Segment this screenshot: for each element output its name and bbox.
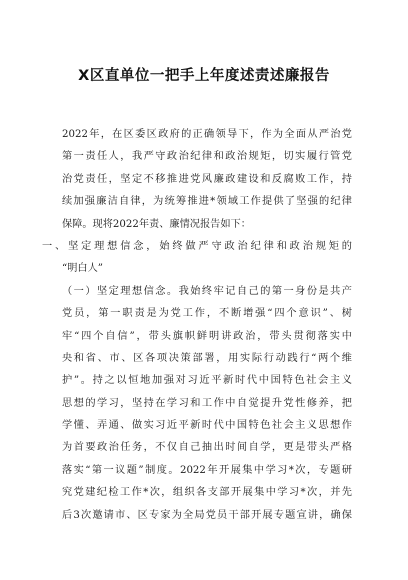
body-line: 治党责任，坚定不移推进党风廉政建设和反腐败工作，持 <box>62 173 352 185</box>
body-line: 护”。持之以恒地加强对习近平新时代中国特色社会主义 <box>62 375 352 387</box>
body-line: （一）坚定理想信念。我始终牢记自己的第一身份是共产 <box>62 285 352 297</box>
body-line: 保障。现将2022年责、廉情况报告如下： <box>62 218 251 230</box>
section-heading: 一、坚定理想信念，始终做严守政治纪律和政治规矩的 <box>42 240 352 252</box>
body-line: 2022年，在区委区政府的正确领导下，作为全面从严治党 <box>62 129 352 140</box>
body-line: 党员，第一职责是为党工作，不断增强“四个意识”、树 <box>62 308 352 320</box>
document-title: X区直单位一把手上年度述责述廉报告 <box>78 68 330 84</box>
body-line: 为首要政治任务，不仅自己抽出时间自学，更是带头严格 <box>62 442 352 454</box>
body-line: 学懂、弄通、做实习近平新时代中国特色社会主义思想作 <box>62 420 352 432</box>
body-line: 续加强廉洁自律，为统筹推进*领域工作提供了坚强的纪律 <box>62 196 352 208</box>
body-line: 思想的学习，坚持在学习和工作中自觉提升党性修养，把 <box>62 397 352 409</box>
body-line: 央和省、市、区各项决策部署，用实际行动践行“两个维 <box>62 352 352 364</box>
body-line: 后3次邀请市、区专家为全局党员干部开展专题宣讲，确保 <box>62 509 352 521</box>
document-body <box>42 124 352 527</box>
body-line: 落实“第一议题”制度。2022年开展集中学习*次，专题研 <box>62 464 352 476</box>
body-line: 究党建纪检工作*次，组织各支部开展集中学习*次，并先 <box>62 487 352 499</box>
body-line: 牢“四个自信”，带头旗帜鲜明讲政治，带头贯彻落实中 <box>62 330 352 342</box>
section-heading: “明白人” <box>62 263 103 275</box>
body-line: 第一责任人，我严守政治纪律和政治规矩，切实履行管党 <box>62 151 352 163</box>
